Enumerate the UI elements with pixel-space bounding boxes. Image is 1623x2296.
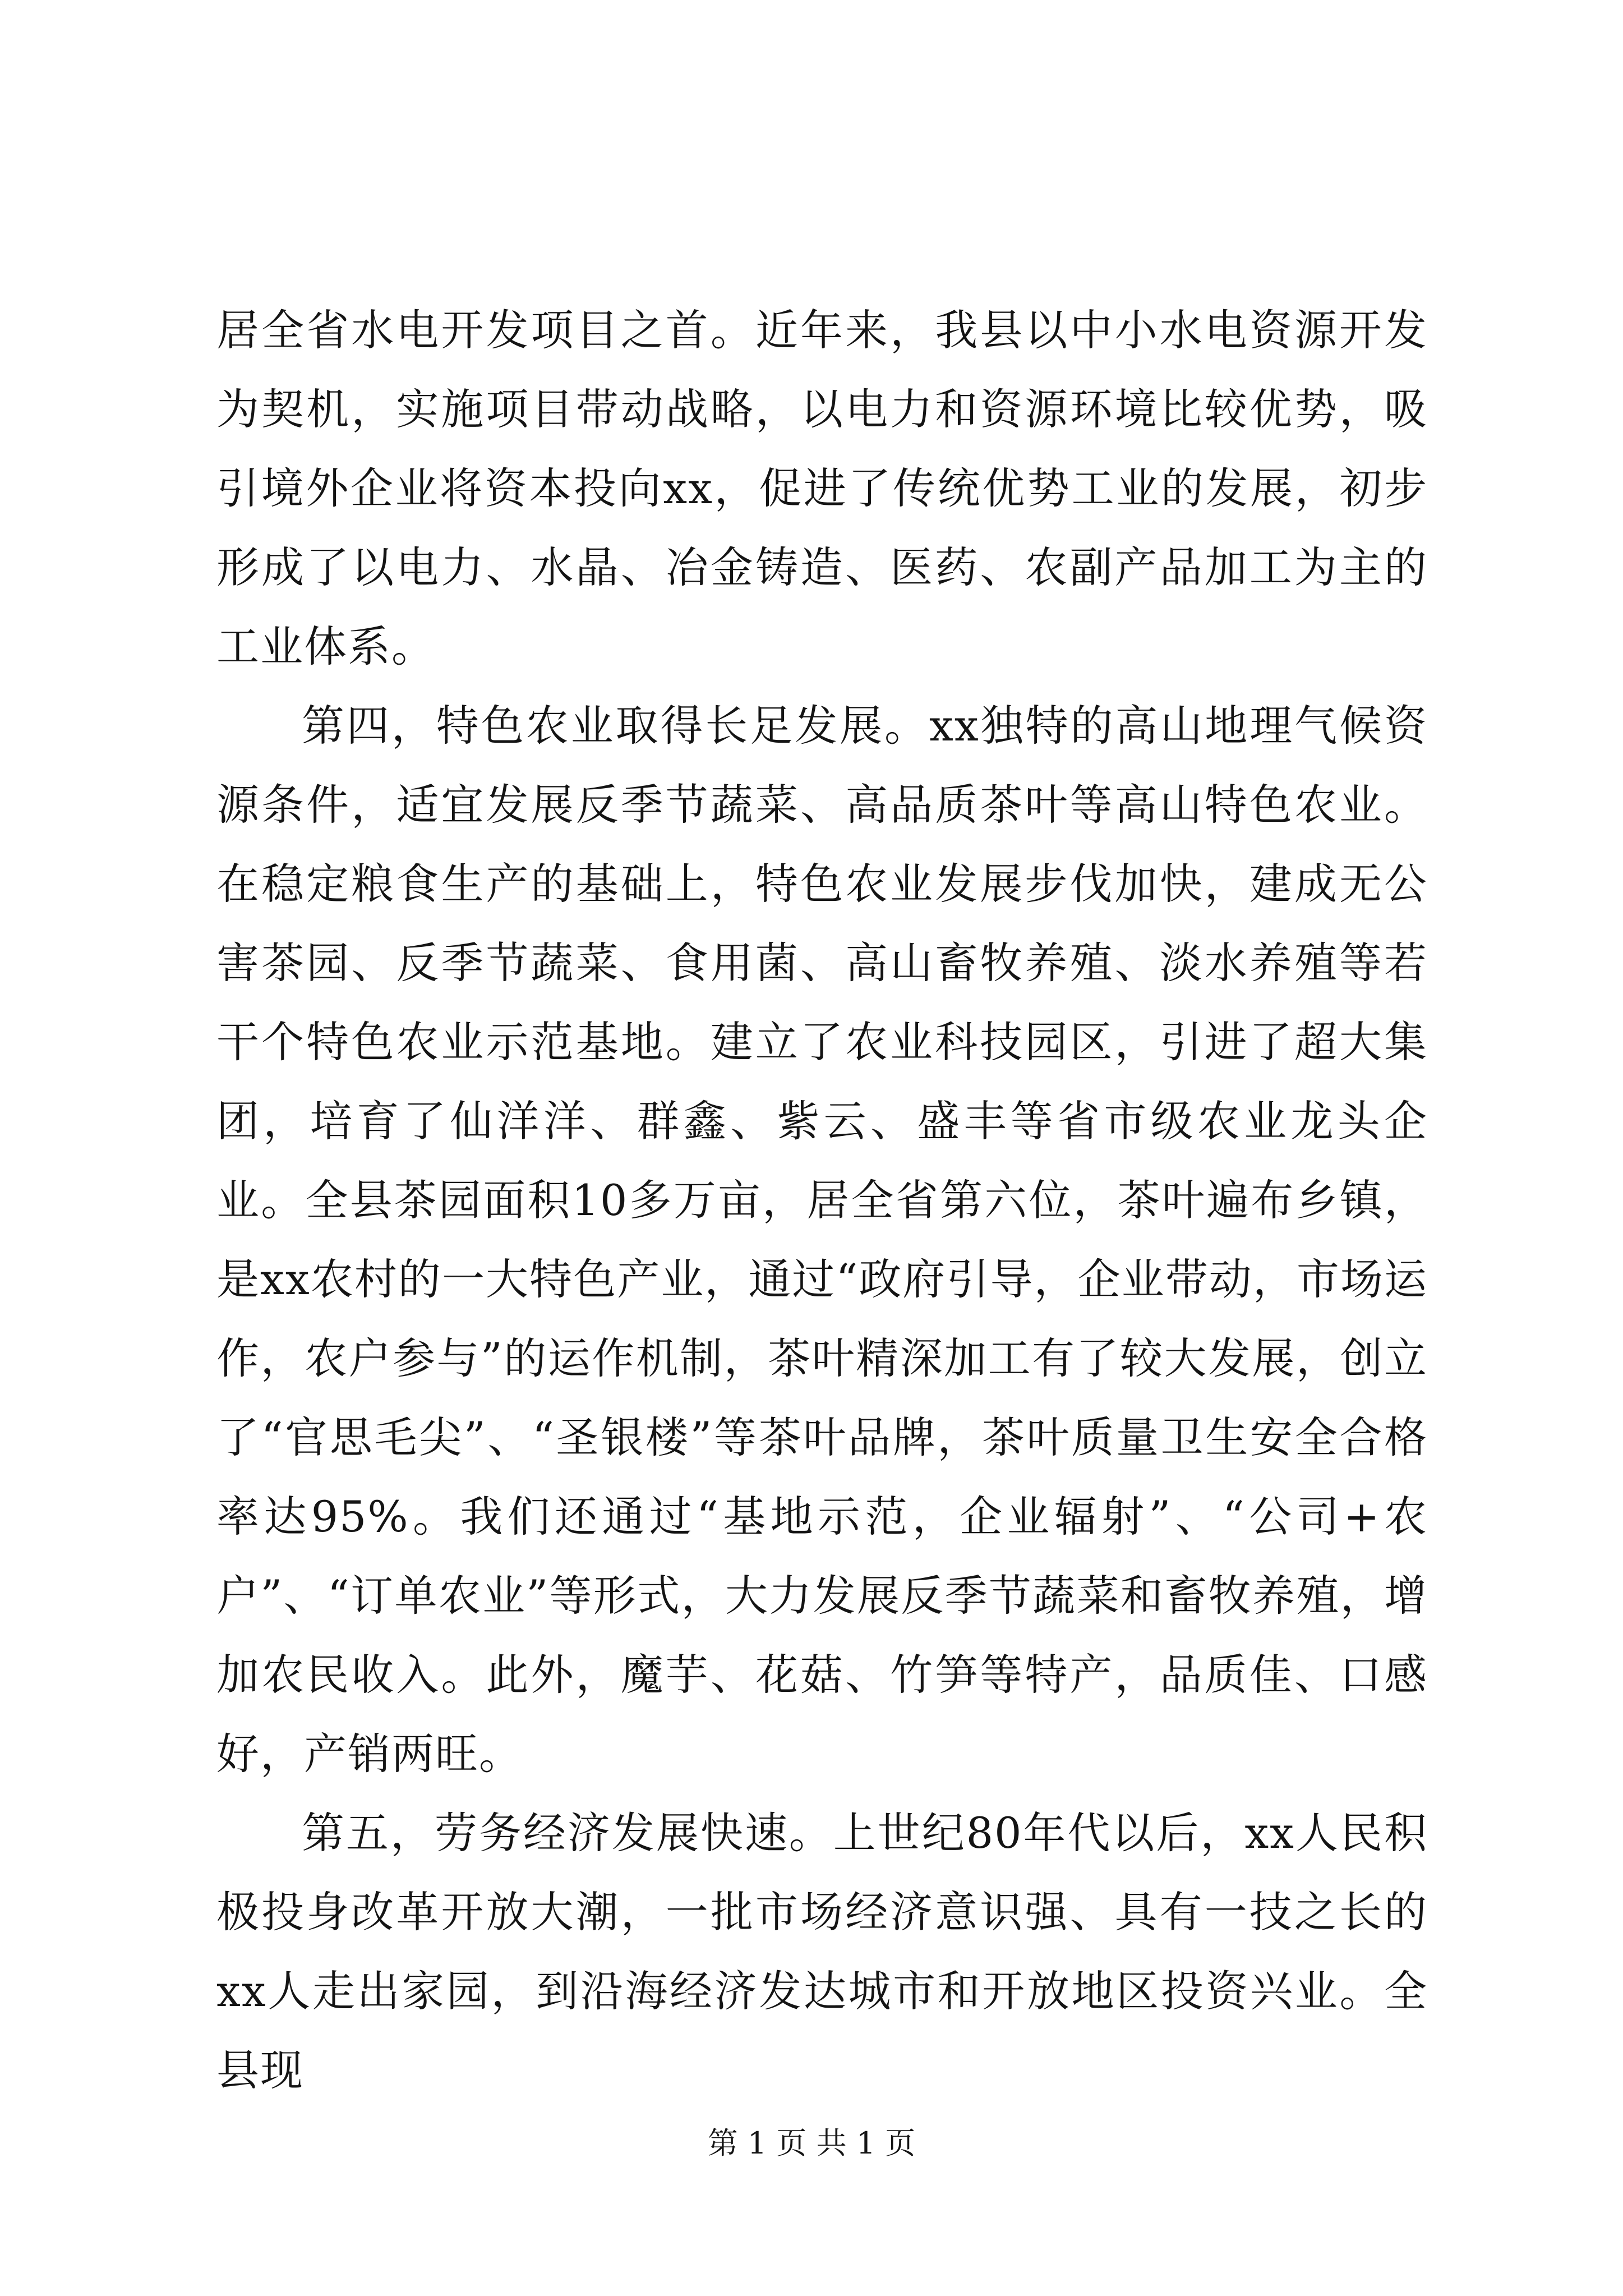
paragraph-agriculture: 第四，特色农业取得长足发展。xx独特的高山地理气候资源条件，适宜发展反季节蔬菜、高品质茶叶等高山特色农业。在稳定粮食生产的基础上，特色农业发展步伐加快，建成无公害茶园、反季节蔬菜、食用菌、高山畜牧养殖、淡水养殖等若干个特色农业示范基地。建立了农业科技园区，引进了超大集团，培育了仙洋洋、群鑫、紫云、盛丰等省市级农业龙头企业。全县茶园面积10多万亩，居全省第六位，茶叶遍布乡镇，是xx农村的一大特色产业，通过“政府引导，企业带动，市场运作，农户参与”的运作机制，茶叶精深加工有了较大发展，创立了“官思毛尖”、“圣银楼”等茶叶品牌，茶叶质量卫生安全合格率达95%。我们还通过“基地示范，企业辐射”、“公司+农户”、“订单农业”等形式，大力发展反季节蔬菜和畜牧养殖，增加农民收入。此外，魔芋、花菇、竹笋等特产，品质佳、口感好，产销两旺。 xyxy=(216,701,1428,1779)
page-footer: 第 1 页 共 1 页 xyxy=(707,2125,916,2161)
document-body xyxy=(216,291,1428,2110)
paragraph-continuation: 居全省水电开发项目之首。近年来，我县以中小水电资源开发为契机，实施项目带动战略，以电力和资源环境比较优势，吸引境外企业将资本投向xx，促进了传统优势工业的发展，初步形成了以电力、水晶、冶金铸造、医药、农副产品加工为主的工业体系。 xyxy=(216,305,1428,671)
paragraph-labor-economy: 第五，劳务经济发展快速。上世纪80年代以后，xx人民积极投身改革开放大潮，一批市场经济意识强、具有一技之长的xx人走出家园，到沿海经济发达城市和开放地区投资兴业。全县现 xyxy=(216,1808,1428,2095)
